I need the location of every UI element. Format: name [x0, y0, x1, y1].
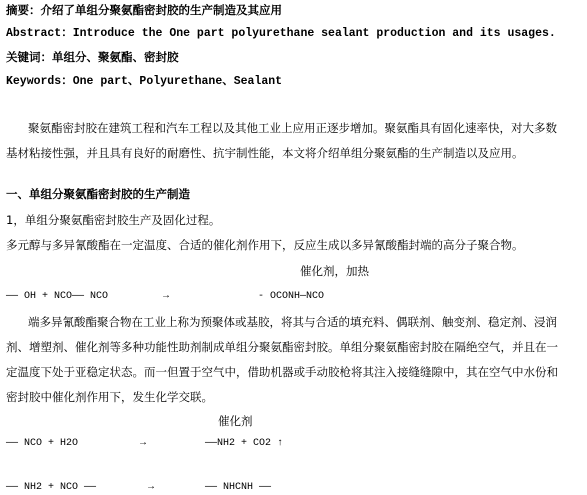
- abstract-en: Abstract：Introduce the One part polyurethane sealant production and its usages.: [6, 27, 556, 40]
- eq2-condition: 催化剂: [218, 414, 253, 428]
- item1: 1，单组分聚氨酯密封胶生产及固化过程。: [6, 213, 221, 227]
- eq1-right: - OCONH—NCO: [258, 291, 325, 302]
- eq1-left: —— OH + NCO—— NCO: [6, 291, 109, 302]
- keywords-cn: 关键词：单组分、聚氨酯、密封胶: [6, 50, 179, 64]
- eq2-arrow: →: [140, 438, 147, 449]
- eq3-right: —— NHCNH ——: [205, 482, 272, 493]
- eq2-left: —— NCO + H2O: [6, 438, 79, 449]
- keywords-en: Keywords：One part、Polyurethane、Sealant: [6, 75, 283, 88]
- intro-line-2: 基材粘接性强，并且具有良好的耐磨性、抗宇制性能，本文将介绍单组分聚氨酯的生产制造以及应用。: [6, 146, 524, 160]
- eq3-left: —— NH2 + NCO ——: [6, 482, 97, 493]
- section1-title: 一、单组分聚氨酯密封胶的生产制造: [6, 187, 190, 201]
- eq3-arrow: →: [148, 482, 155, 493]
- intro-line-1: 聚氨酯密封胶在建筑工程和汽车工程以及其他工业上应用正逐步增加。聚氨酯具有固化速率快，对大多数: [28, 121, 557, 135]
- para2-line-3: 定温度下处于亚稳定状态。而一但置于空气中，借助机器或手动胶枪将其注入接缝缝隙中，其在空气中水份和: [6, 365, 558, 379]
- para2-line-2: 剂、增塑剂、催化剂等多种功能性助剂制成单组分聚氨酯密封胶。单组分聚氨酯密封胶在隔绝空气，并且在一: [6, 340, 558, 354]
- eq2-right: ——NH2 + CO2 ↑: [205, 438, 284, 449]
- abstract-cn: 摘要：介绍了单组分聚氨酯密封胶的生产制造及其应用: [6, 3, 282, 17]
- eq1-arrow: →: [163, 291, 170, 302]
- para2-line-4: 密封胶中催化剂作用下，发生化学交联。: [6, 390, 213, 404]
- item1-desc: 多元醇与多异氰酸酯在一定温度、合适的催化剂作用下，反应生成以多异氰酸酯封端的高分子聚合物。: [6, 238, 524, 252]
- eq1-condition: 催化剂，加热: [300, 264, 369, 278]
- para2-line-1: 端多异氰酸酯聚合物在工业上称为预聚体或基胶，将其与合适的填充料、偶联剂、触变剂、稳定剂、浸润: [28, 315, 557, 329]
